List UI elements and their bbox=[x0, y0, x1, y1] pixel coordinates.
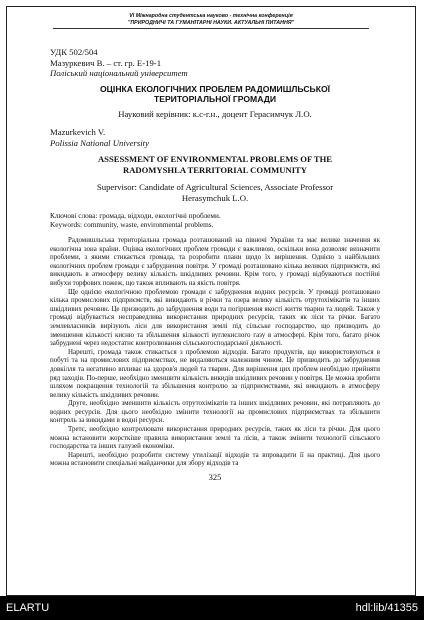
body-paragraph: Друге, необхідно зменшити кількість отрутохімікатів та інших шкідливих речовин, які потрапляють до водних ресурсів. Для цього необхідно змінити технології на промислових підприємствах та збільшити контроль за викидами в водні ресурси. bbox=[50, 399, 380, 425]
article-body bbox=[50, 236, 380, 468]
article bbox=[50, 47, 380, 482]
conference-name: VI Міжнародна студентська науково - технічна конференція bbox=[129, 13, 293, 19]
supervisor-ua: Науковий керівник: к.с-г.н., доцент Герасимчук Л.О. bbox=[118, 108, 312, 119]
repository-name: ELARTU bbox=[6, 602, 50, 614]
keywords-en: Keywords: community, waste, environmental problems. bbox=[50, 220, 214, 229]
repository-footer bbox=[0, 596, 424, 620]
title-en-line2: RADOMYSHLA TERRITORIAL COMMUNITY bbox=[123, 165, 307, 175]
title-ua bbox=[50, 84, 380, 105]
title-en bbox=[50, 154, 380, 176]
udc-code: УДК 502/504 bbox=[50, 47, 98, 57]
title-ua-line2: ТЕРИТОРІАЛЬНОЇ ГРОМАДИ bbox=[153, 94, 277, 104]
page-number: 325 bbox=[208, 472, 222, 483]
handle-identifier[interactable]: hdl:lib/41355 bbox=[355, 602, 418, 614]
conference-theme: "ПРИРОДНИЧІ ТА ГУМАНІТАРНІ НАУКИ. АКТУАЛЬНІ ПИТАННЯ" bbox=[127, 19, 295, 26]
paper-page bbox=[6, 6, 416, 596]
conference-header bbox=[7, 13, 415, 26]
body-paragraph: Нарешті, громада також стикається з проблемою відходів. Багато продуктів, що використовуються в побуті та на промислових підприємствах, не видаляються належним чином. Це призводить до забруднення довкілля та негативно впливає на здоров'я людей та тварин. Для вирішення цих проблем необхідно прийняти ряд заходів. По-перше, необхідно зменшити кількість викидів шкідливих речовин у повітря. Це можна зробити шляхом покращення технологій та збільшення контролю за підприємствами, які викидають в атмосферу велику кількість шкідливих речовин. bbox=[50, 347, 380, 399]
author-en: Mazurkevich V. bbox=[50, 127, 106, 137]
body-paragraph: Третє, необхідно контролювати використання природних ресурсів, таких як ліси та річки. Для цього можна встановити жорсткіше правила використання землі та лісів, а також змінити технології сільського господарства та інших галузей економіки. bbox=[50, 425, 380, 451]
supervisor-en-line2: Herasymchuk L.O. bbox=[181, 192, 249, 203]
supervisor-en bbox=[50, 182, 380, 203]
title-en-line1: ASSESSMENT OF ENVIRONMENTAL PROBLEMS OF THE bbox=[97, 154, 333, 164]
keywords-ua: Ключові слова: громада, відходи, екологічні проблеми. bbox=[50, 211, 221, 220]
header-divider bbox=[53, 28, 369, 29]
body-paragraph: Ще однією екологічною проблемою громади є забруднення водних ресурсів. У громаді розташовано кілька промислових підприємств, які викидають в річки та озера велику кількість отрутохімікатів та інших шкідливих речовин. Це призводить до забруднення води та погіршення якості життя тварин та людей. Також у громаді відбувається несправедлива використання природних ресурсів, таких як ліси та річки. Багато землевласників вирізують ліси для використання землі під сільське господарство, що призводить до зменшення кількості кисню та збільшення кількості вуглекислого газу в атмосфері. Крім того, багато річок забруднені через недостатнє контролювання сільськогосподарської діяльності. bbox=[50, 287, 380, 348]
body-paragraph: Нарешті, необхідно розробити систему утилізації відходів та впровадити її на практиці. Для цього можна встановити спеціальні майданчики для збору відходів та bbox=[50, 450, 380, 468]
supervisor-en-line1: Supervisor: Candidate of Agricultural Sciences, Associate Professor bbox=[96, 182, 334, 192]
author-ua: Мазуркевич В. – ст. гр. Е-19-1 bbox=[50, 57, 162, 68]
title-ua-line1: ОЦІНКА ЕКОЛОГІЧНИХ ПРОБЛЕМ РАДОМИШЛЬСЬКОЇ bbox=[99, 83, 331, 94]
body-paragraph: Радомишльська територіальна громада розташований на півночі України та має велике значення як екологічна зона країни. Оцінка екологічних проблем громади є важливою, оскільки вона дозволяє визначити проблеми, з якими стикається громада, та розробити плани щодо їх вирішення. Однією з найбільших екологічних проблем громади є забруднення повітря. У громаді розташовано кілька великих підприємств, які викидають в атмосферу велику кількість шкідливих речовин. Крім того, у громаді відбуваються постійні вибухи торфових пожеж, що також впливають на якість повітря. bbox=[50, 236, 380, 287]
university-en: Polissia National University bbox=[50, 137, 149, 148]
university-ua: Поліський національний університет bbox=[50, 68, 188, 78]
